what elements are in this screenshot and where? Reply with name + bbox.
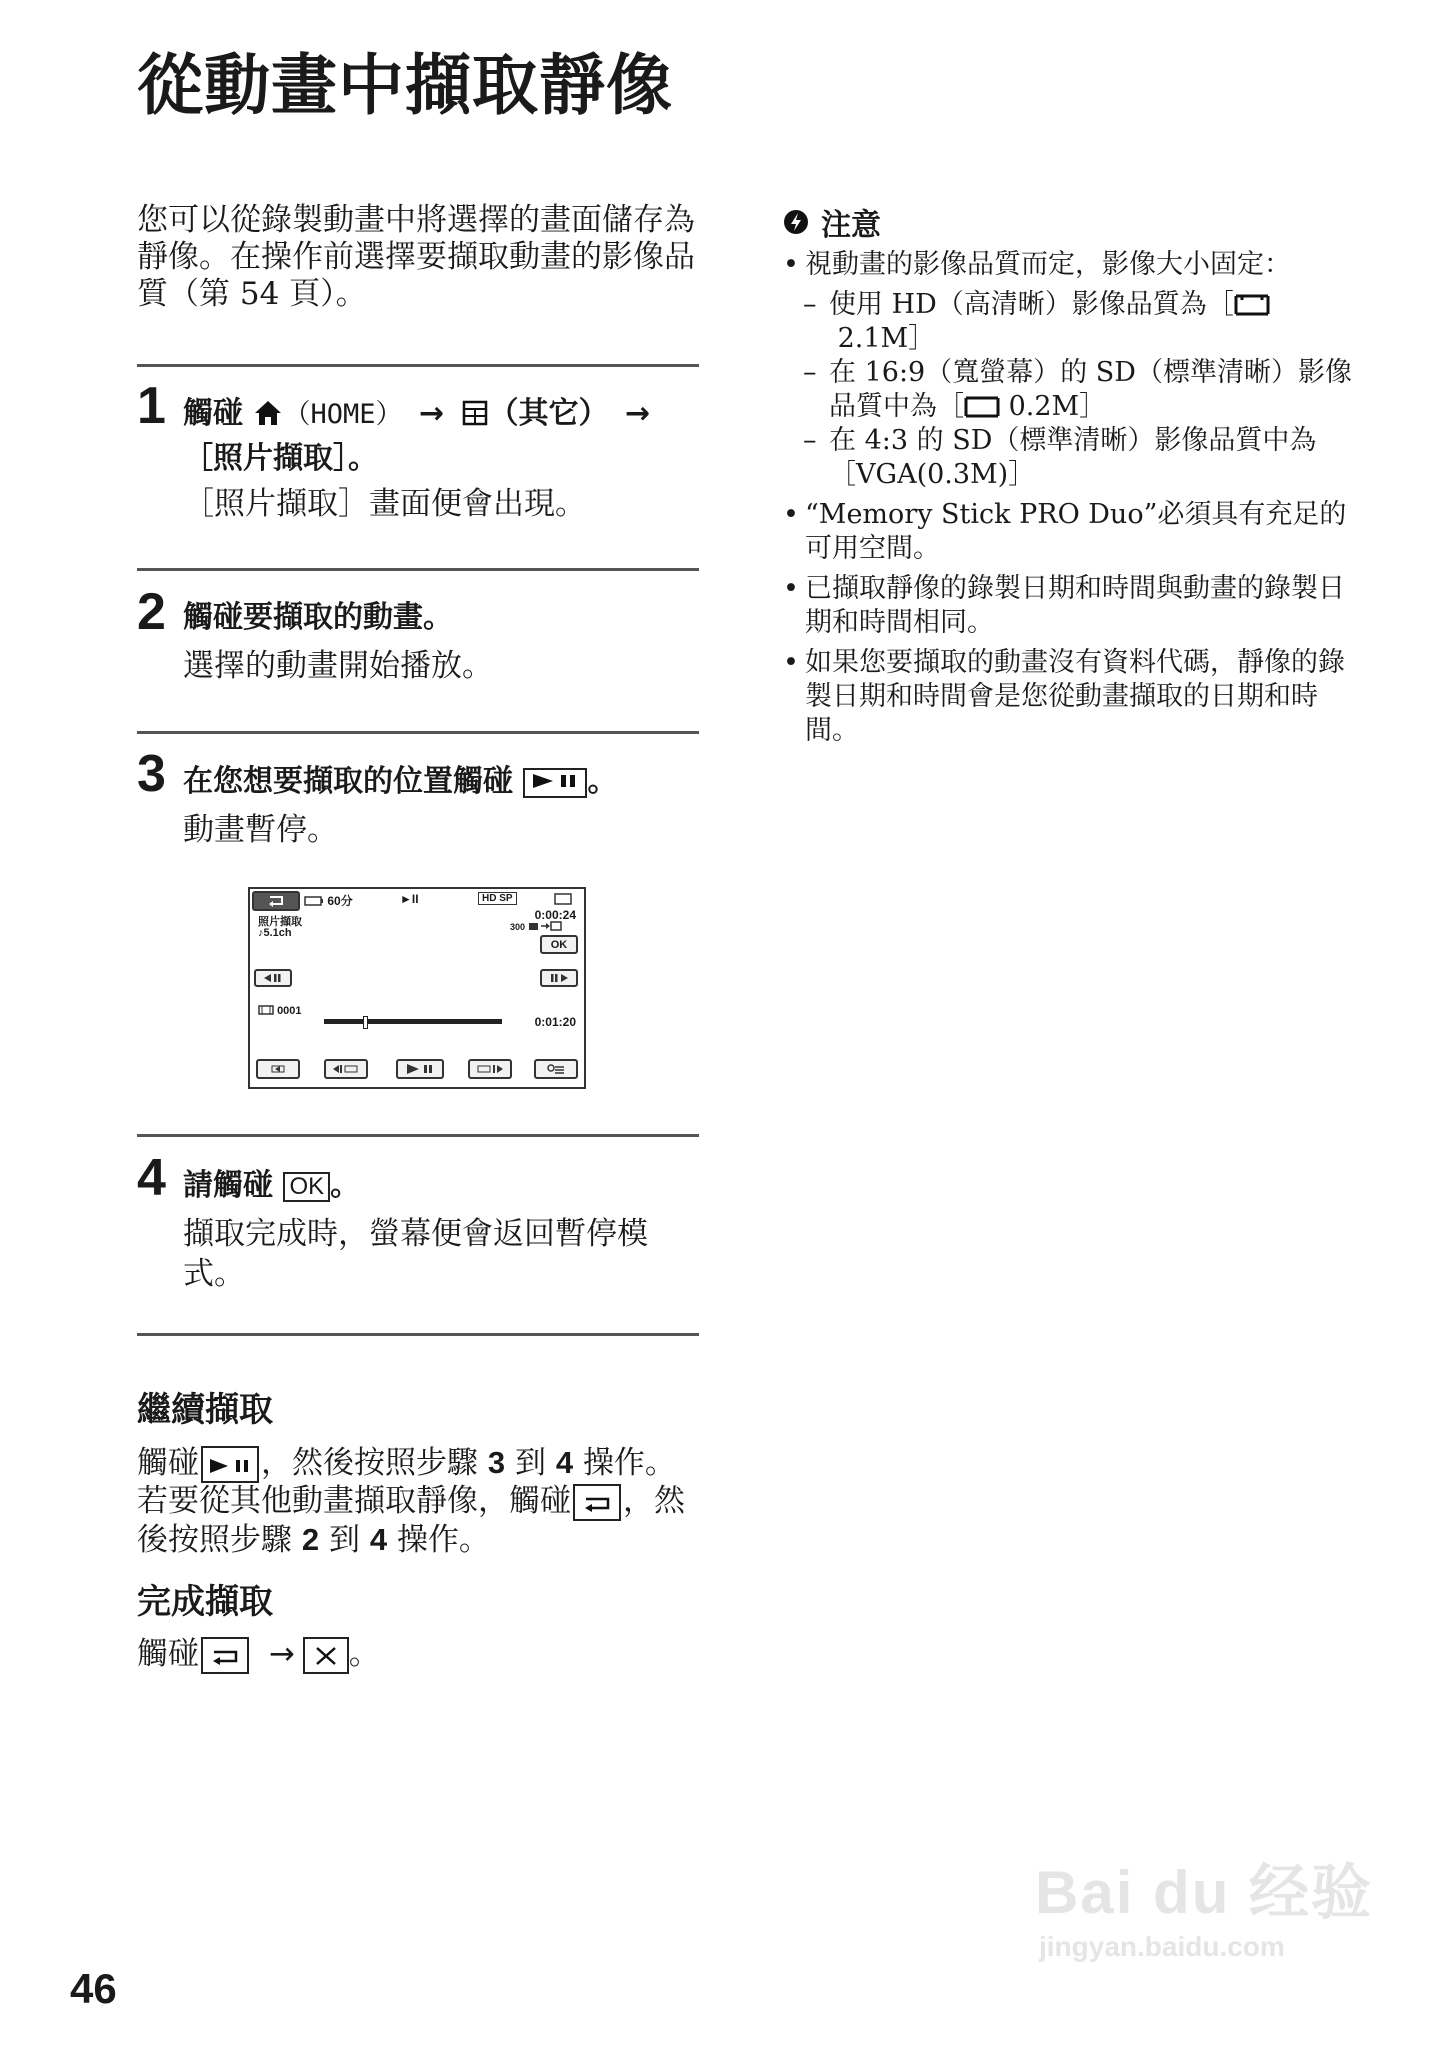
other-label: （其它）	[488, 396, 609, 431]
screen-ok-button[interactable]: OK	[540, 935, 578, 954]
watermark-brand: Bai du 经验	[1035, 1859, 1374, 1926]
divider	[137, 568, 699, 571]
previous-icon	[271, 1065, 285, 1073]
remaining-photos	[510, 921, 562, 932]
step-ref: 4	[369, 1522, 388, 1557]
continue-line3-pre: 後按照步驟	[137, 1522, 292, 1558]
return-icon	[266, 895, 286, 907]
caution-icon	[783, 209, 809, 235]
step-2-number: 2	[137, 583, 166, 641]
battery-indicator	[304, 892, 353, 909]
step-4-body: 擷取完成時，螢幕便會返回暫停模式。	[183, 1216, 648, 1292]
home-icon	[253, 399, 283, 427]
note-item: • 視動畫的影像品質而定，影像大小固定：	[783, 248, 1353, 282]
note-sub-item: – 在 4:3 的 SD（標準清晰）影像品質中為［VGA(0.3M)］	[783, 424, 1353, 492]
step-3-body: 動畫暫停。	[183, 812, 338, 848]
step-2-body: 選擇的動畫開始播放。	[183, 648, 493, 684]
finish-post: 。	[348, 1636, 380, 1672]
to-text: 到	[328, 1522, 360, 1558]
note-sub-size: 0.2M］	[1008, 391, 1107, 422]
ok-button-icon: OK	[283, 1172, 330, 1202]
rewind-button[interactable]	[324, 1059, 368, 1079]
note-item: • 已擷取靜像的錄製日期和時間與動畫的錄製日期和時間相同。	[783, 572, 1353, 640]
step-3-title	[183, 760, 703, 804]
continue-line1-mid: ，然後按照步驟	[261, 1445, 478, 1481]
battery-icon	[304, 896, 324, 906]
note-sub-item	[783, 288, 1353, 356]
step-1-number: 1	[137, 377, 166, 435]
previous-button[interactable]	[256, 1059, 300, 1079]
elapsed-time: 0:00:24	[534, 908, 576, 922]
film-icon	[258, 1005, 274, 1015]
option-button[interactable]	[534, 1059, 578, 1079]
notes-section	[783, 200, 1353, 754]
audio-format: ♪5.1ch	[258, 927, 292, 939]
continue-line1-post: 操作。	[582, 1445, 676, 1481]
to-text: 到	[514, 1445, 546, 1481]
image-size-icon	[964, 396, 1000, 418]
frame-back-icon	[263, 974, 283, 982]
memory-card-icon	[554, 893, 572, 905]
note-item: • “Memory Stick PRO Duo”必須具有充足的可用空間。	[783, 498, 1353, 566]
battery-text: 60分	[327, 894, 353, 908]
divider	[137, 731, 699, 734]
play-pause-button-icon	[523, 768, 587, 798]
image-size-icon	[1234, 294, 1270, 316]
arrow: →	[418, 396, 445, 431]
page-title: 從動畫中擷取靜像	[137, 47, 673, 124]
note-item: • 如果您要擷取的動畫沒有資料代碼，靜像的錄製日期和時間會是您從動畫擷取的日期和時間。	[783, 646, 1353, 748]
notes-heading	[783, 200, 1353, 244]
note-sub-size: 2.1M］	[837, 323, 936, 354]
progress-bar[interactable]	[324, 1019, 502, 1024]
step-ref: 4	[555, 1445, 574, 1480]
step-3-title-post: 。	[587, 764, 618, 799]
return-button-icon	[573, 1484, 621, 1521]
file-number	[258, 1005, 302, 1017]
step-4-title-pre: 請觸碰	[183, 1168, 273, 1203]
file-number-text: 0001	[277, 1005, 302, 1017]
return-button-icon	[201, 1637, 249, 1674]
continue-line2-post: ，然	[623, 1483, 685, 1519]
note-sub-text: 在 16:9（寬螢幕）的 SD（標準清晰）影像品質中為［	[829, 357, 1352, 422]
divider	[137, 1333, 699, 1336]
fast-forward-button[interactable]	[468, 1059, 512, 1079]
total-time: 0:01:20	[534, 1015, 576, 1029]
arrow: →	[268, 1636, 295, 1672]
step-2-title: 觸碰要擷取的動畫。	[183, 600, 453, 635]
continue-line3-post: 操作。	[396, 1522, 490, 1558]
step-3-title-pre: 在您想要擷取的位置觸碰	[183, 764, 513, 799]
step-ref: 2	[301, 1522, 320, 1557]
photo-capture-label: 照片擷取	[258, 916, 302, 928]
frame-forward-button[interactable]	[540, 969, 578, 987]
notes-heading-text: 注意	[821, 208, 881, 243]
finish-heading: 完成擷取	[137, 1582, 273, 1622]
page-number: 46	[70, 1965, 117, 2012]
play-pause-button-icon	[201, 1446, 259, 1483]
continue-line2-pre: 若要從其他動畫擷取靜像，觸碰	[137, 1483, 571, 1519]
quality-badge: HD SP	[478, 892, 517, 905]
step-4-number: 4	[137, 1149, 166, 1207]
camera-to-card-icon	[528, 921, 562, 931]
close-button-icon	[303, 1637, 349, 1674]
screen-play-pause-button[interactable]	[396, 1059, 444, 1079]
step-4-title	[183, 1164, 703, 1208]
watermark-url: jingyan.baidu.com	[1039, 1931, 1285, 1962]
progress-marker[interactable]	[363, 1016, 368, 1029]
continue-line1-pre: 觸碰	[137, 1445, 199, 1481]
play-pause-icon	[406, 1064, 434, 1074]
step-1-title-pre: 觸碰	[183, 396, 243, 431]
step-1-body: ［照片擷取］畫面便會出現。	[183, 486, 586, 522]
note-sub-text: 使用 HD（高清晰）影像品質為［	[829, 289, 1234, 320]
fast-forward-icon	[477, 1065, 503, 1073]
step-ref: 3	[487, 1445, 506, 1480]
continue-body	[137, 1444, 707, 1559]
continue-heading: 繼續擷取	[137, 1390, 273, 1430]
remaining-count: 300	[510, 922, 526, 932]
home-label: （HOME）	[283, 399, 403, 430]
divider	[137, 364, 699, 367]
note-sub-item	[783, 356, 1353, 424]
finish-pre: 觸碰	[137, 1636, 199, 1672]
other-menu-icon	[461, 399, 489, 427]
step-3-number: 3	[137, 745, 166, 803]
playback-status: ►II	[400, 892, 419, 906]
intro-paragraph: 您可以從錄製動畫中將選擇的畫面儲存為靜像。在操作前選擇要擷取動畫的影像品質（第 54 頁）。	[137, 202, 695, 312]
camera-screen	[248, 887, 586, 1089]
watermark	[1035, 1845, 1373, 1963]
arrow: →	[624, 396, 651, 431]
rewind-icon	[333, 1065, 359, 1073]
finish-body	[137, 1636, 707, 1674]
step-1-title-post: ［照片擷取］。	[183, 441, 378, 476]
step-1-title	[183, 392, 703, 481]
return-button[interactable]	[252, 891, 300, 911]
step-4-title-post: 。	[330, 1168, 361, 1203]
option-icon	[547, 1064, 565, 1074]
frame-forward-icon	[549, 974, 569, 982]
frame-back-button[interactable]	[254, 969, 292, 987]
divider	[137, 1134, 699, 1137]
